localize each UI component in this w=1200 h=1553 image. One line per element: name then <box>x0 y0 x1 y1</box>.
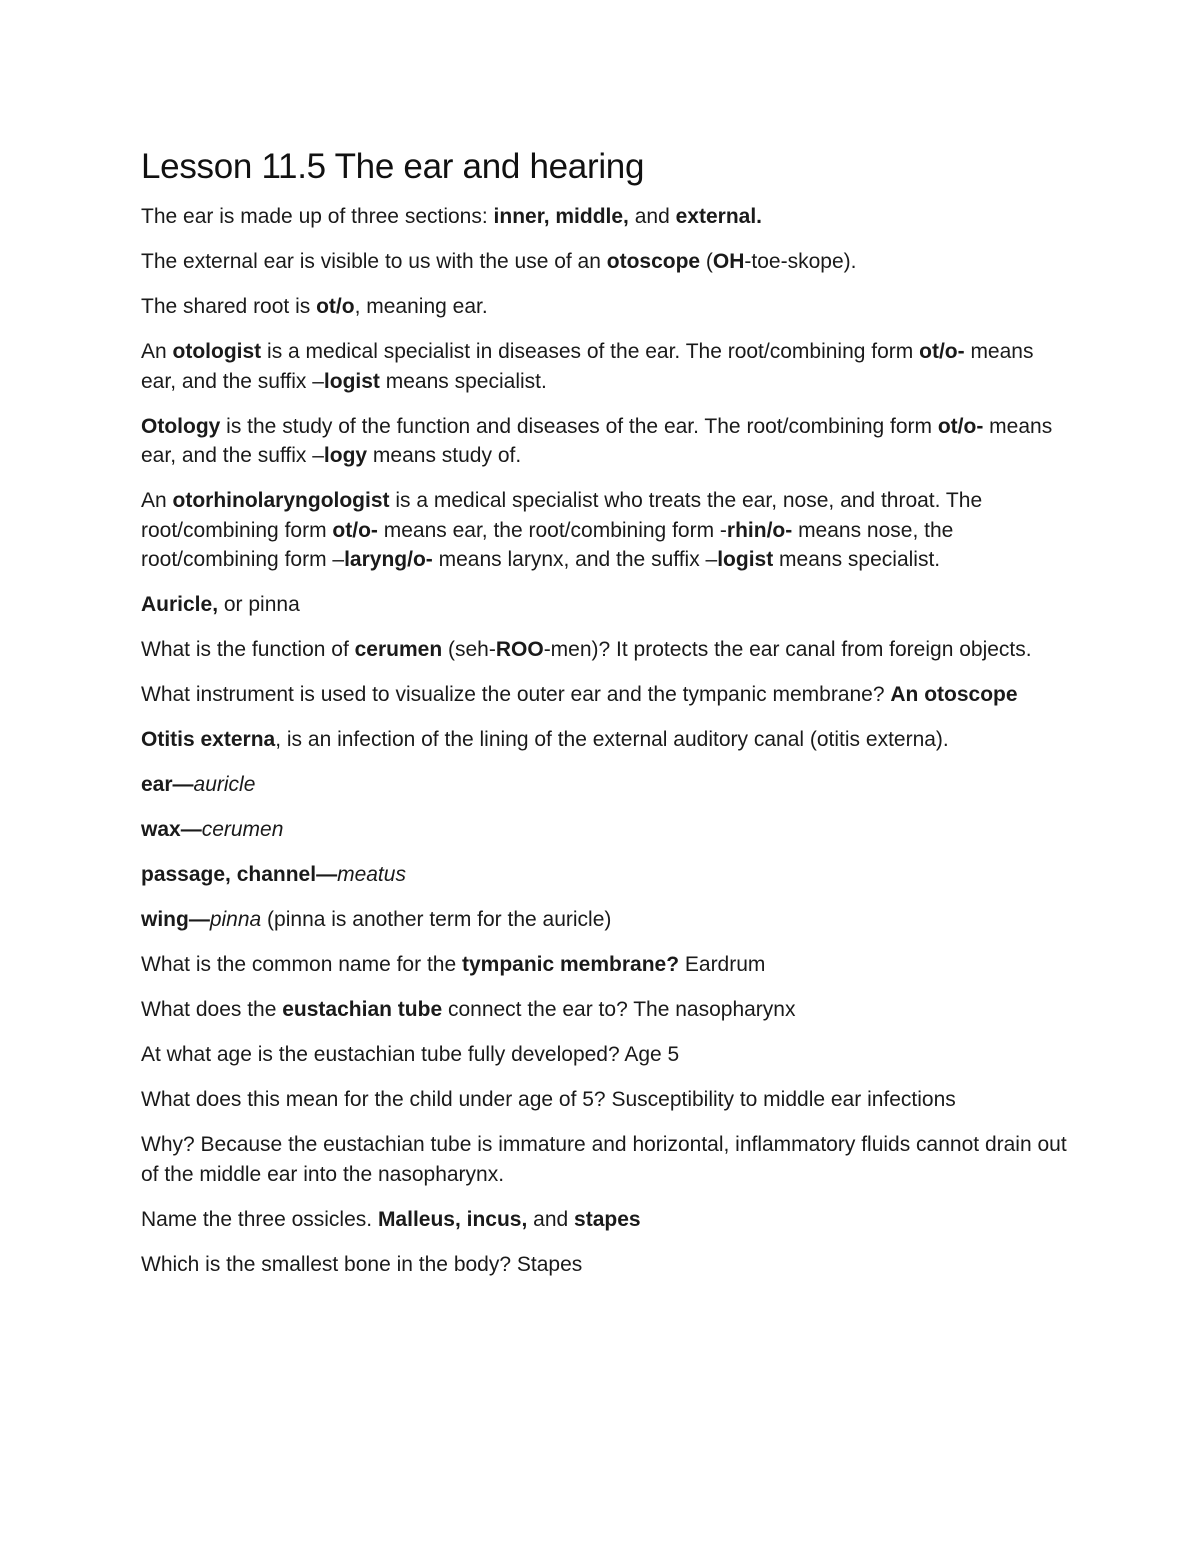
text-run: means ear, the root/combining form - <box>377 518 727 542</box>
paragraph <box>141 247 1071 277</box>
text-run: connect the ear to? The nasopharynx <box>442 998 796 1021</box>
paragraph <box>141 486 1071 575</box>
paragraph <box>141 337 1071 396</box>
text-run: The ear is made up of three sections: <box>141 205 494 228</box>
italic-term: auricle <box>193 773 256 796</box>
text-run: The external ear is visible to us with the use of an <box>141 250 607 273</box>
text-run: , is an infection of the lining of the external auditory canal (otitis externa). <box>275 728 949 751</box>
bold-term: eustachian tube <box>282 998 443 1021</box>
text-run: Name the three ossicles. <box>141 1207 378 1231</box>
paragraph <box>141 292 1071 322</box>
page-title: Lesson 11.5 The ear and hearing <box>141 147 645 186</box>
paragraph-list <box>141 202 1071 1279</box>
text-run: , meaning ear. <box>354 295 488 318</box>
text-run: Which is the smallest bone in the body? Stapes <box>141 1252 583 1276</box>
text-run: What is the function of <box>141 638 355 661</box>
paragraph <box>141 725 1071 755</box>
text-run: and <box>527 1207 575 1231</box>
paragraph <box>141 860 1071 890</box>
text-run: means ear, and the suffix – <box>141 414 1053 467</box>
bold-term: ROO <box>495 638 544 661</box>
text-run: means study of. <box>367 444 522 467</box>
text-run: -men)? It protects the ear canal from foreign objects. <box>543 638 1032 661</box>
paragraph <box>141 1250 1071 1280</box>
paragraph <box>141 905 1071 935</box>
text-run: At what age is the eustachian tube fully developed? Age 5 <box>141 1043 680 1066</box>
bold-term: external. <box>675 205 763 228</box>
text-run: means nose, the root/combining form – <box>141 518 954 571</box>
paragraph <box>141 680 1071 710</box>
italic-term: meatus <box>337 863 406 886</box>
text-run: means larynx, and the suffix – <box>432 548 718 571</box>
text-run: Why? Because the eustachian tube is immature and horizontal, inflammatory fluids cannot drain out of the middle ear into the nasopharynx. <box>141 1133 1067 1186</box>
paragraph <box>141 1040 1071 1070</box>
bold-term: laryng/o- <box>344 548 433 571</box>
text-run: ( <box>700 250 713 273</box>
text-run: means specialist. <box>773 548 941 571</box>
text-run: is the study of the function and diseases of the ear. The root/combining form <box>220 414 938 438</box>
paragraph <box>141 202 1071 232</box>
bold-term: ot/o- <box>937 414 984 438</box>
bold-term: stapes <box>574 1207 641 1231</box>
italic-term: cerumen <box>201 818 284 841</box>
text-run: and <box>628 205 676 228</box>
text-run: (pinna is another term for the auricle) <box>261 908 612 931</box>
paragraph <box>141 995 1071 1025</box>
text-run: An <box>141 489 173 512</box>
bold-term: logist <box>323 369 380 393</box>
bold-term: cerumen <box>354 638 443 661</box>
text-run: What does this mean for the child under age of 5? Susceptibility to middle ear infections <box>141 1088 956 1111</box>
bold-term: otologist <box>172 340 262 363</box>
bold-term: logy <box>323 444 368 467</box>
text-run: means ear, and the suffix – <box>141 340 1034 393</box>
bold-term: Malleus, incus, <box>377 1207 528 1231</box>
paragraph <box>141 635 1071 665</box>
paragraph <box>141 1085 1071 1115</box>
italic-term: pinna <box>209 908 262 931</box>
paragraph <box>141 815 1071 845</box>
bold-term: logist <box>717 548 774 571</box>
paragraph <box>141 412 1071 471</box>
text-run: is a medical specialist in diseases of the ear. The root/combining form <box>261 340 920 363</box>
text-run: is a medical specialist who treats the ear, nose, and throat. The root/combining form <box>141 489 983 542</box>
bold-term: Auricle, <box>141 593 219 616</box>
bold-term: ot/o <box>316 295 355 318</box>
bold-term: OH <box>712 250 745 273</box>
bold-term: inner, middle, <box>493 205 629 228</box>
paragraph <box>141 590 1071 620</box>
document-body <box>141 146 1071 1295</box>
text-run: An <box>141 340 173 363</box>
paragraph <box>141 1205 1071 1235</box>
bold-term: tympanic membrane? <box>461 953 680 976</box>
text-run: What does the <box>141 998 283 1021</box>
bold-term: ear— <box>141 773 194 796</box>
bold-term: Otology <box>141 414 221 438</box>
text-run: means specialist. <box>379 369 547 393</box>
bold-term: ot/o- <box>332 518 378 542</box>
bold-term: otorhinolaryngologist <box>172 489 390 512</box>
bold-term: passage, channel— <box>141 863 338 886</box>
text-run: -toe-skope). <box>744 250 857 273</box>
bold-term: rhin/o- <box>726 518 793 542</box>
bold-term: Otitis externa <box>141 728 276 751</box>
text-run: or pinna <box>218 593 300 616</box>
paragraph <box>141 950 1071 980</box>
text-run: Eardrum <box>679 953 766 976</box>
paragraph <box>141 770 1071 800</box>
text-run: What instrument is used to visualize the outer ear and the tympanic membrane? <box>141 683 891 706</box>
text-run: The shared root is <box>141 295 317 318</box>
bold-term: otoscope <box>606 250 701 273</box>
bold-term: An otoscope <box>890 683 1018 706</box>
text-run: (seh- <box>442 638 496 661</box>
text-run: What is the common name for the <box>141 953 462 976</box>
bold-term: wing— <box>141 908 210 931</box>
bold-term: wax— <box>141 818 202 841</box>
paragraph <box>141 1130 1071 1189</box>
bold-term: ot/o- <box>919 340 965 363</box>
